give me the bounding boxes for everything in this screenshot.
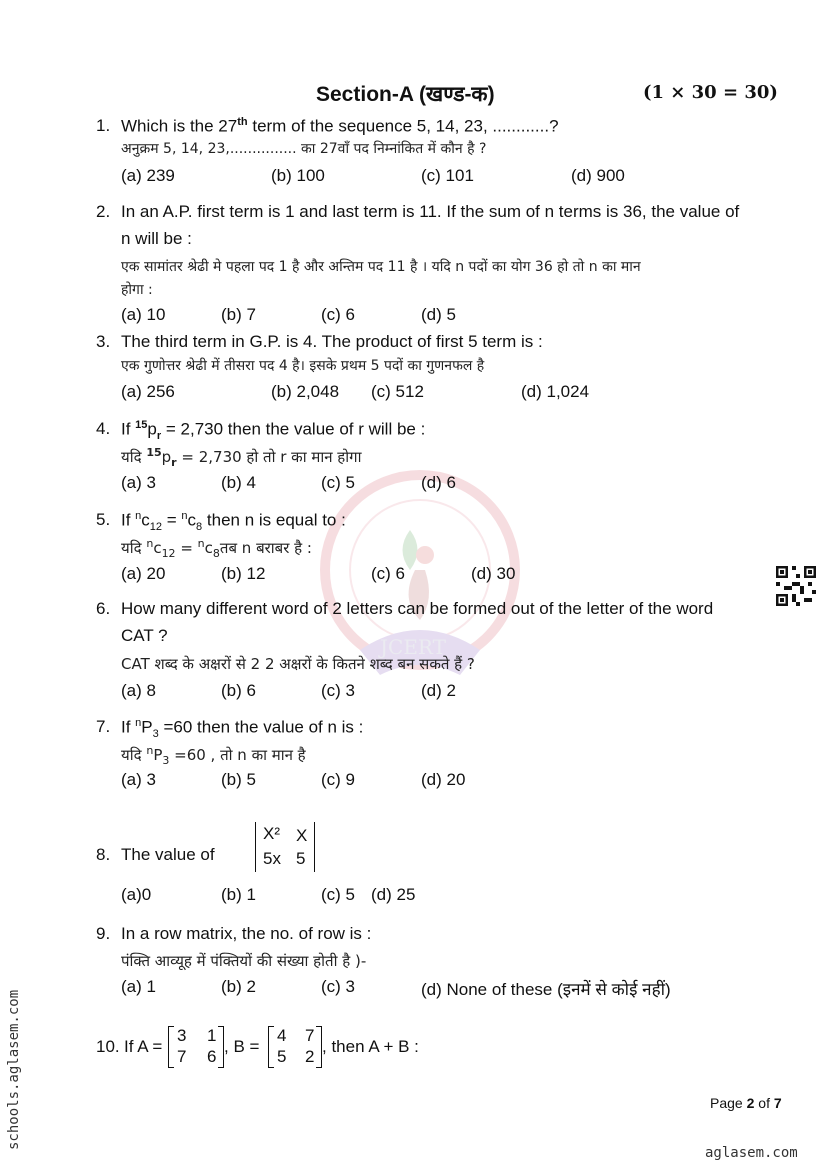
q2-number: 2.	[96, 202, 111, 221]
q5-option-a: (a) 20	[121, 564, 166, 583]
q5-text: If $^nc_{12} = ^nc_8$ then n is equal to :	[121, 510, 346, 534]
matA-cell-11: 3	[177, 1026, 187, 1045]
q2-option-a: (a) 10	[121, 305, 166, 324]
det-cell-11: X²	[263, 824, 280, 843]
q10-matrix-a	[168, 1026, 224, 1068]
q1-hindi: अनुक्रम 5, 14, 23,............... का 27वाँ पद निम्नांकित में कौन है ?	[121, 141, 487, 157]
watermark-text: JCERT	[380, 635, 446, 659]
q4-option-c: (c) 5	[321, 473, 355, 492]
q1-text: Which is the 27th term of the sequence 5, 14, 23, ............?	[121, 116, 559, 136]
matA-cell-21: 7	[177, 1047, 187, 1066]
q3-text: The third term in G.P. is 4. The product of first 5 term is :	[121, 332, 543, 351]
q9-option-b: (b) 2	[221, 977, 256, 996]
q4-hindi: यदि $^{15}p_r = 2,730$ हो तो r का मान होगा	[121, 446, 362, 469]
q9-hindi: पंक्ति आव्यूह में पंक्तियों की संख्या होती है )-	[121, 952, 367, 970]
q10-text-c: , then A + B :	[322, 1037, 419, 1056]
matB-cell-11: 4	[277, 1026, 287, 1045]
q3-number: 3.	[96, 332, 111, 351]
q3-option-c: (c) 512	[371, 382, 424, 401]
q7-option-a: (a) 3	[121, 770, 156, 789]
matB-cell-22: 2	[305, 1047, 315, 1066]
q3-option-d: (d) 1,024	[521, 382, 590, 401]
q10-text-b: , B =	[224, 1037, 260, 1056]
q2-text-line2: n will be :	[121, 229, 192, 248]
q2-hindi-line2: होगा :	[121, 282, 153, 298]
q4-option-b: (b) 4	[221, 473, 256, 492]
q5-hindi: यदि $^nc_{12}$ = $^nc_8तब$ n बराबर है :	[121, 537, 312, 560]
q7-hindi: यदि $^nP_3 =60$ , तो n का मान है	[121, 744, 306, 767]
q10-matrix-b	[268, 1026, 322, 1068]
q1-option-c: (c) 101	[421, 166, 474, 185]
q6-text-line2: CAT ?	[121, 626, 168, 645]
q6-option-d: (d) 2	[421, 681, 456, 700]
q7-option-d: (d) 20	[421, 770, 466, 789]
q8-option-a: (a)0	[121, 885, 152, 904]
q6-option-c: (c) 3	[321, 681, 355, 700]
q4-option-a: (a) 3	[121, 473, 156, 492]
q5-option-c: (c) 6	[371, 564, 405, 583]
q5-number: 5.	[96, 510, 111, 529]
q2-option-c: (c) 6	[321, 305, 355, 324]
q8-option-b: (b) 1	[221, 885, 256, 904]
q1-option-d: (d) 900	[571, 166, 625, 185]
q1-option-b: (b) 100	[271, 166, 325, 185]
q9-option-d: (d) None of these (इनमें से कोई नहीं)	[421, 980, 671, 999]
det-cell-21: 5x	[263, 849, 281, 868]
q8-number: 8.	[96, 845, 111, 864]
q3-option-b: (b) 2,048	[271, 382, 340, 401]
matB-cell-21: 5	[277, 1047, 287, 1066]
q8-option-d: (d) 25	[371, 885, 416, 904]
q3-option-a: (a) 256	[121, 382, 175, 401]
q7-option-c: (c) 9	[321, 770, 355, 789]
side-watermark-text: schools.aglasem.com	[6, 989, 22, 1150]
q9-text: In a row matrix, the no. of row is :	[121, 924, 372, 943]
matB-cell-12: 7	[305, 1026, 315, 1045]
q3-hindi: एक गुणोत्तर श्रेढी में तीसरा पद 4 है। इसके प्रथम 5 पदों का गुणनफल है	[121, 358, 485, 374]
q4-text: If $^{15}p_r = 2,730$ then the value of r will be :	[121, 419, 426, 443]
q2-option-d: (d) 5	[421, 305, 456, 324]
site-footer: aglasem.com	[705, 1145, 798, 1161]
q6-hindi: CAT शब्द के अक्षरों से 2 2 अक्षरों के कितने शब्द बन सकते हैं ?	[121, 655, 475, 673]
q8-text: The value of	[121, 845, 215, 864]
q10-text-a: If A =	[124, 1037, 163, 1056]
q7-option-b: (b) 5	[221, 770, 256, 789]
matA-cell-12: 1	[207, 1026, 217, 1045]
q6-option-b: (b) 6	[221, 681, 256, 700]
q9-number: 9.	[96, 924, 111, 943]
q6-text-line1: How many different word of 2 letters can be formed out of the letter of the word	[121, 599, 714, 618]
det-cell-12: X	[296, 826, 308, 845]
q6-number: 6.	[96, 599, 111, 618]
section-marks: (1 × 30 = 30)	[643, 82, 778, 103]
det-cell-22: 5	[296, 849, 306, 868]
q9-option-c: (c) 3	[321, 977, 355, 996]
qr-code	[776, 566, 816, 606]
q6-option-a: (a) 8	[121, 681, 156, 700]
q9-option-a: (a) 1	[121, 977, 156, 996]
q10-number: 10.	[96, 1037, 120, 1056]
q2-option-b: (b) 7	[221, 305, 256, 324]
q7-text: If $^nP_3 =60$ then the value of n is :	[121, 717, 364, 741]
q2-text-line1: In an A.P. first term is 1 and last term is 11. If the sum of n terms is 36, the value of	[121, 202, 740, 221]
q5-option-d: (d) 30	[471, 564, 516, 583]
q1-option-a: (a) 239	[121, 166, 175, 185]
q7-number: 7.	[96, 717, 111, 736]
matA-cell-22: 6	[207, 1047, 217, 1066]
q8-determinant	[255, 822, 315, 872]
q4-number: 4.	[96, 419, 111, 438]
page-number: Page 2 of 7	[710, 1095, 782, 1111]
q1-number: 1.	[96, 116, 111, 135]
q2-hindi-line1: एक सामांतर श्रेढी मे पहला पद 1 है और अन्तिम पद 11 है । यदि n पदों का योग 36 हो तो n का मान	[121, 259, 641, 275]
q8-option-c: (c) 5	[321, 885, 355, 904]
section-title: Section-A (खण्ड-क)	[316, 83, 495, 106]
q4-option-d: (d) 6	[421, 473, 456, 492]
q5-option-b: (b) 12	[221, 564, 266, 583]
